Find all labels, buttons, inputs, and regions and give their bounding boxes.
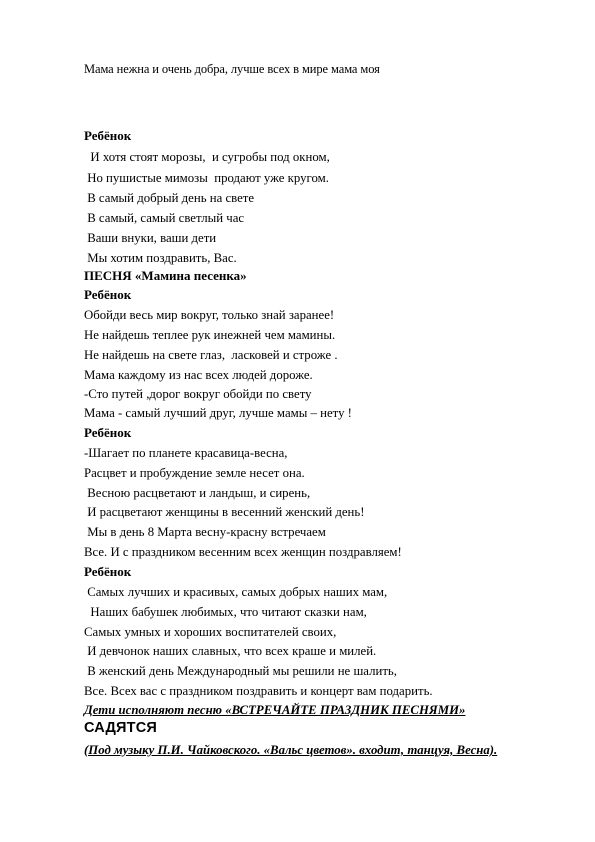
poem-line: Мы в день 8 Марта весну-красну встречаем bbox=[84, 525, 326, 539]
stage-direction: (Под музыку П.И. Чайковского. «Вальс цветов». входит, танцуя, Весна). bbox=[84, 743, 498, 757]
performance-note: Дети исполняют песню «ВСТРЕЧАЙТЕ ПРАЗДНИК ПЕСНЯМИ» bbox=[84, 703, 466, 717]
speaker-label: Ребёнок bbox=[84, 287, 132, 302]
poem-line: Самых лучших и красивых, самых добрых наших мам, bbox=[84, 585, 388, 599]
poem-line: Наших бабушек любимых, что читают сказки нам, bbox=[84, 605, 367, 619]
poem-line: Не найдешь на свете глаз, ласковей и строже . bbox=[84, 348, 338, 362]
poem-line: Все. И с праздником весенним всех женщин поздравляем! bbox=[84, 545, 402, 559]
intro-line: Мама нежна и очень добра, лучше всех в мире мама моя bbox=[84, 62, 380, 76]
poem-line: Расцвет и пробуждение земле несет она. bbox=[84, 466, 305, 480]
speaker-label: Ребёнок bbox=[84, 128, 132, 143]
poem-line: И хотя стоят морозы, и сугробы под окном, bbox=[84, 150, 330, 164]
poem-line: В самый, самый светлый час bbox=[84, 211, 245, 225]
poem-line: Обойди весь мир вокруг, только знай заранее! bbox=[84, 308, 335, 322]
speaker-label: Ребёнок bbox=[84, 564, 132, 579]
poem-line: Не найдешь теплее рук инежней чем мамины. bbox=[84, 328, 336, 342]
poem-line: В самый добрый день на свете bbox=[84, 191, 255, 205]
poem-line: -Сто путей ,дорог вокруг обойди по свету bbox=[84, 387, 312, 401]
poem-line: Весною расцветают и ландыш, и сирень, bbox=[84, 486, 311, 500]
speaker-label: Ребёнок bbox=[84, 425, 132, 440]
poem-line: Но пушистые мимозы продают уже кругом. bbox=[84, 171, 329, 185]
sit-direction: САДЯТСЯ bbox=[84, 720, 158, 736]
poem-line: Самых умных и хороших воспитателей своих, bbox=[84, 625, 337, 639]
poem-line: И расцветают женщины в весенний женский день! bbox=[84, 505, 365, 519]
poem-line: И девчонок наших славных, что всех краше и милей. bbox=[84, 644, 377, 658]
poem-line: Мама каждому из нас всех людей дороже. bbox=[84, 368, 313, 382]
poem-line: Мама - самый лучший друг, лучше мамы – нету ! bbox=[84, 406, 352, 420]
song-title: ПЕСНЯ «Мамина песенка» bbox=[84, 268, 247, 283]
poem-line: Мы хотим поздравить, Вас. bbox=[84, 251, 237, 265]
poem-line: -Шагает по планете красавица-весна, bbox=[84, 446, 288, 460]
poem-line: Ваши внуки, ваши дети bbox=[84, 231, 217, 245]
poem-line: Все. Всех вас с праздником поздравить и концерт вам подарить. bbox=[84, 684, 433, 698]
poem-line: В женский день Международный мы решили не шалить, bbox=[84, 664, 397, 678]
